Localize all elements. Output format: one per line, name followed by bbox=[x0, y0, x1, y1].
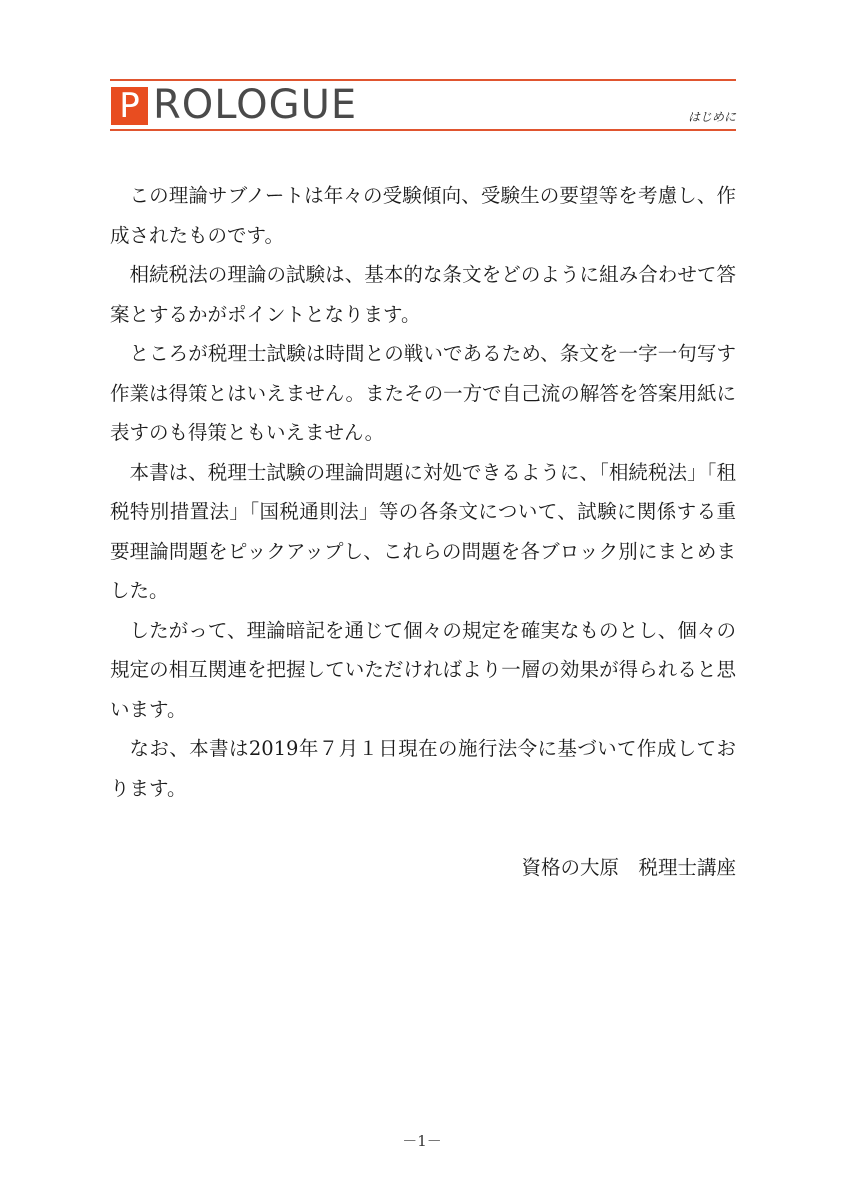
signature: 資格の大原 税理士講座 bbox=[521, 856, 736, 879]
header-rule-top bbox=[110, 79, 736, 81]
paragraph-5: したがって、理論暗記を通じて個々の規定を確実なものとし、個々の規定の相互関連を把握していただければより一層の効果が得られると思います。 bbox=[110, 618, 736, 721]
paragraph-1: この理論サブノートは年々の受験傾向、受験生の要望等を考慮し、作成されたものです。 bbox=[110, 184, 736, 247]
header-subtitle: はじめに bbox=[687, 110, 736, 124]
paragraph-2: 相続税法の理論の試験は、基本的な条文をどのように組み合わせて答案とするかがポイントとなります。 bbox=[110, 263, 736, 326]
paragraph-4: 本書は、税理士試験の理論問題に対処できるように、「相続税法」「租税特別措置法」「国税通則法」等の各条文について、試験に関係する重要理論問題をピックアップし、これらの問題を各ブロック別にまとめました。 bbox=[110, 460, 736, 602]
header-title: ROLOGUE bbox=[153, 82, 358, 128]
header-rule-bottom bbox=[110, 129, 736, 131]
prologue-body bbox=[110, 176, 736, 808]
paragraph-6: なお、本書は2019年７月１日現在の施行法令に基づいて作成しております。 bbox=[110, 737, 736, 800]
page-number: －1－ bbox=[402, 1132, 442, 1150]
paragraph-3: ところが税理士試験は時間との戦いであるため、条文を一字一句写す作業は得策とはいえません。またその一方で自己流の解答を答案用紙に表すのも得策ともいえません。 bbox=[110, 342, 736, 444]
logo-letter-box: P bbox=[111, 87, 148, 125]
